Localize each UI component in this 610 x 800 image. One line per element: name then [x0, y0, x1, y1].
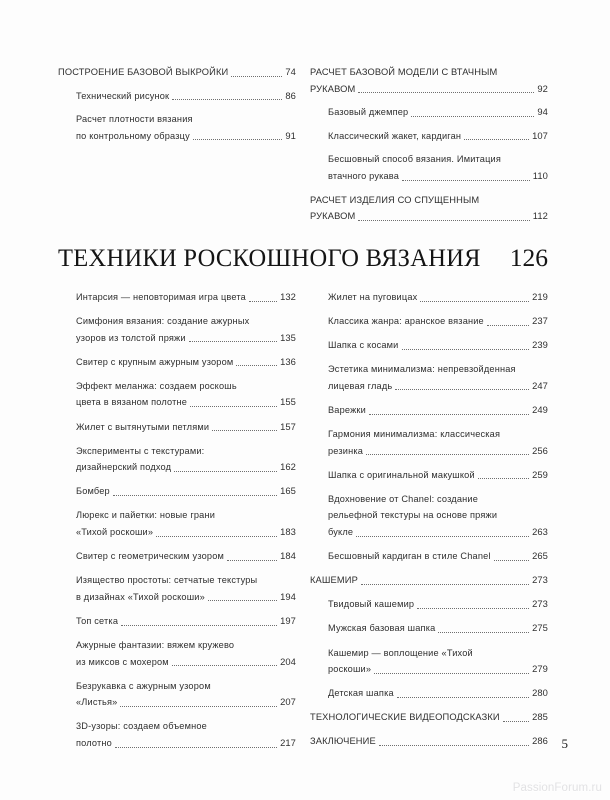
toc-entry-row — [76, 483, 296, 500]
toc-dot-leader — [487, 325, 529, 326]
toc-entry-label: Свитер с крупным ажурным узором — [76, 356, 234, 367]
toc-entry[interactable] — [76, 507, 296, 540]
toc-entry-page-number: 249 — [532, 403, 548, 415]
toc-entry-label: РУКАВОМ — [310, 83, 356, 94]
toc-entry[interactable] — [310, 64, 548, 97]
toc-entry[interactable] — [76, 111, 296, 144]
toc-entry-row — [328, 168, 548, 185]
toc-entry[interactable] — [328, 620, 548, 637]
toc-entry[interactable] — [328, 402, 548, 419]
toc-entry-row — [76, 589, 296, 606]
toc-entry-label: лицевая гладь — [328, 380, 393, 391]
toc-entry-row — [310, 572, 548, 589]
toc-entry-label: Свитер с геометрическим узором — [76, 551, 224, 562]
toc-dot-leader — [358, 220, 529, 221]
toc-dot-leader — [494, 560, 529, 561]
toc-entry-page-number: 165 — [280, 485, 296, 497]
toc-entry[interactable] — [310, 572, 548, 589]
toc-dot-leader — [358, 92, 534, 93]
toc-dot-leader — [438, 632, 529, 633]
toc-entry-row — [76, 88, 296, 105]
toc-entry-row — [76, 548, 296, 565]
toc-entry-row — [328, 661, 548, 678]
toc-entry-label: букле — [328, 527, 354, 538]
toc-entry-label: резинка — [328, 445, 364, 456]
toc-entry-page-number: 110 — [532, 169, 548, 181]
toc-entry-label: Технический рисунок — [76, 90, 170, 101]
toc-entry-page-number: 273 — [532, 598, 548, 610]
toc-entry-page-number: 280 — [532, 687, 548, 699]
toc-entry-page-number: 204 — [280, 655, 296, 667]
page-number: 5 — [561, 736, 568, 751]
toc-entry-page-number: 74 — [285, 66, 296, 77]
toc-entry[interactable] — [310, 192, 548, 225]
toc-entry-label: узоров из толстой пряжи — [76, 332, 186, 343]
toc-entry-label: Интарсия — неповторимая игра цвета — [76, 292, 246, 302]
toc-entry-row — [328, 524, 548, 541]
toc-dot-leader — [113, 495, 277, 496]
toc-entry-page-number: 183 — [280, 526, 296, 538]
toc-entry-line: Эксперименты с текстурами: — [76, 445, 205, 456]
toc-entry-label: «Листья» — [76, 697, 118, 708]
toc-dot-leader — [411, 116, 534, 117]
toc-entry-row — [76, 694, 296, 711]
toc-entry[interactable] — [76, 678, 296, 711]
toc-entry-row — [76, 330, 296, 347]
toc-entry-row — [76, 654, 296, 671]
toc-entry[interactable] — [328, 467, 548, 484]
toc-dot-leader — [227, 560, 277, 561]
toc-entry-line: Бесшовный способ вязания. Имитация — [328, 154, 502, 165]
toc-entry-line: Кашемир — воплощение «Тихой — [328, 647, 473, 658]
toc-main-block — [58, 289, 548, 759]
toc-entry-label: Классика жанра: аранское вязание — [328, 316, 484, 327]
toc-dot-leader — [236, 365, 277, 366]
toc-entry-row — [76, 419, 296, 436]
toc-entry-label: Базовый джемпер — [328, 107, 409, 118]
toc-entry-page-number: 94 — [537, 106, 548, 118]
toc-entry-row — [328, 402, 548, 419]
toc-entry-line: Люрекс и пайетки: новые грани — [76, 510, 216, 521]
toc-entry-line: Расчет плотности вязания — [76, 114, 193, 125]
toc-dot-leader — [402, 349, 530, 350]
toc-entry[interactable] — [76, 88, 296, 105]
toc-dot-leader — [156, 536, 277, 537]
toc-entry-line: Гармония минимализма: классическая — [328, 429, 501, 440]
toc-entry-row — [328, 337, 548, 354]
toc-entry-line: Вдохновение от Chanel: создание — [328, 493, 479, 504]
toc-entry-label: Жилет на пуговицах — [328, 292, 418, 302]
toc-entry[interactable] — [328, 596, 548, 613]
toc-entry-label: в дизайнах «Тихой роскоши» — [76, 591, 205, 602]
toc-entry[interactable] — [328, 313, 548, 330]
toc-dot-leader — [249, 301, 277, 302]
toc-entry[interactable] — [76, 313, 296, 346]
toc-dot-leader — [420, 301, 529, 302]
toc-entry-page-number: 217 — [280, 736, 296, 748]
toc-dot-leader — [402, 180, 530, 181]
toc-entry[interactable] — [76, 443, 296, 476]
toc-entry[interactable] — [76, 613, 296, 630]
toc-entry-row — [76, 524, 296, 541]
toc-entry-label: дизайнерский подход — [76, 462, 172, 473]
toc-entry-line: Эффект меланжа: создаем роскошь — [76, 380, 237, 391]
toc-entry-page-number: 197 — [280, 614, 296, 626]
toc-entry-label: Бесшовный кардиган в стиле Chanel — [328, 551, 491, 562]
toc-entry-page-number: 135 — [280, 331, 296, 343]
toc-entry-label: «Тихой роскоши» — [76, 527, 154, 538]
toc-dot-leader — [231, 76, 282, 77]
toc-entry-label: Варежки — [328, 404, 366, 415]
toc-entry-row — [328, 548, 548, 565]
toc-entry[interactable] — [328, 104, 548, 121]
toc-entry-page-number: 256 — [532, 444, 548, 456]
toc-entry-page-number: 91 — [285, 129, 296, 141]
toc-entry-line: РАСЧЕТ ИЗДЕЛИЯ СО СПУЩЕННЫМ — [310, 194, 480, 205]
toc-entry[interactable] — [76, 354, 296, 371]
toc-entry[interactable] — [310, 709, 548, 726]
toc-entry-line: рельефной текстуры на основе пряжи — [328, 510, 498, 521]
toc-entry-page-number: 112 — [532, 210, 548, 222]
toc-entry[interactable] — [76, 483, 296, 500]
toc-entry-page-number: 194 — [280, 590, 296, 602]
chapter-heading-title: ТЕХНИКИ РОСКОШНОГО ВЯЗАНИЯ — [58, 243, 481, 272]
toc-dot-leader — [395, 389, 529, 390]
toc-dot-leader — [174, 471, 277, 472]
toc-top-right-column — [310, 64, 548, 232]
toc-entry-line: Эстетика минимализма: непревзойденная — [328, 364, 516, 375]
toc-entry[interactable] — [76, 572, 296, 605]
toc-entry-page-number: 162 — [280, 461, 296, 473]
toc-entry-label: Бомбер — [76, 486, 110, 497]
toc-entry-label: ТЕХНОЛОГИЧЕСКИЕ ВИДЕОПОДСКАЗКИ — [310, 712, 500, 723]
toc-dot-leader — [121, 625, 277, 626]
toc-entry-row — [328, 620, 548, 637]
toc-entry-page-number: 132 — [280, 291, 296, 302]
toc-entry-page-number: 155 — [280, 396, 296, 408]
toc-entry[interactable] — [328, 426, 548, 459]
toc-dot-leader — [417, 608, 529, 609]
toc-dot-leader — [503, 721, 529, 722]
toc-entry-page-number: 265 — [532, 550, 548, 562]
toc-entry-row — [328, 128, 548, 145]
toc-entry-row — [328, 685, 548, 702]
toc-entry-row — [76, 459, 296, 476]
toc-entry-row — [328, 596, 548, 613]
toc-entry-line: Симфония вязания: создание ажурных — [76, 316, 250, 327]
toc-entry-row — [328, 467, 548, 484]
toc-entry-page-number: 286 — [532, 735, 548, 747]
toc-dot-leader — [172, 99, 282, 100]
toc-entry-label: Классический жакет, кардиган — [328, 130, 462, 141]
toc-dot-leader — [397, 697, 529, 698]
toc-entry-row — [76, 394, 296, 411]
toc-entry-label: цвета в вязаном полотне — [76, 397, 188, 408]
toc-entry-row — [310, 208, 548, 225]
toc-entry-page-number: 107 — [532, 129, 548, 141]
toc-dot-leader — [464, 139, 529, 140]
toc-entry-page-number: 86 — [285, 89, 296, 101]
toc-entry-page-number: 247 — [532, 379, 548, 391]
toc-entry-label: Шапка с косами — [328, 340, 399, 351]
toc-entry-row — [328, 443, 548, 460]
toc-dot-leader — [478, 478, 529, 479]
toc-entry-label: Детская шапка — [328, 688, 394, 699]
toc-entry[interactable] — [328, 645, 548, 678]
toc-entry-row — [76, 613, 296, 630]
toc-entry-page-number: 157 — [280, 420, 296, 432]
toc-entry-row — [76, 289, 296, 306]
toc-dot-leader — [172, 665, 277, 666]
toc-entry-page-number: 184 — [280, 550, 296, 562]
toc-entry-label: из миксов с мохером — [76, 656, 169, 667]
toc-entry[interactable] — [328, 128, 548, 145]
toc-dot-leader — [366, 454, 529, 455]
toc-dot-leader — [208, 600, 277, 601]
toc-entry-line: Безрукавка с ажурным узором — [76, 680, 211, 691]
toc-dot-leader — [369, 414, 529, 415]
toc-entry[interactable] — [58, 64, 296, 81]
toc-entry[interactable] — [76, 548, 296, 565]
toc-entry-label: Топ сетка — [76, 615, 119, 626]
toc-entry-page-number: 219 — [532, 291, 548, 302]
toc-dot-leader — [189, 341, 277, 342]
toc-entry-row — [310, 81, 548, 98]
toc-dot-leader — [190, 406, 277, 407]
toc-entry-page-number: 136 — [280, 355, 296, 367]
toc-entry-row — [328, 378, 548, 395]
toc-entry-label: полотно — [76, 737, 112, 748]
toc-entry-page-number: 275 — [532, 622, 548, 634]
toc-entry-page-number: 279 — [532, 663, 548, 675]
toc-entry[interactable] — [328, 548, 548, 565]
toc-entry-row — [310, 709, 548, 726]
toc-entry-label: ПОСТРОЕНИЕ БАЗОВОЙ ВЫКРОЙКИ — [58, 67, 229, 77]
toc-entry[interactable] — [76, 378, 296, 411]
toc-entry-label: КАШЕМИР — [310, 575, 358, 586]
chapter-heading[interactable] — [58, 243, 548, 273]
toc-entry-line: РАСЧЕТ БАЗОВОЙ МОДЕЛИ С ВТАЧНЫМ — [310, 67, 498, 77]
toc-dot-leader — [193, 139, 283, 140]
toc-entry-label: Твидовый кашемир — [328, 599, 415, 610]
toc-entry-row — [76, 128, 296, 145]
toc-entry-page-number: 285 — [532, 711, 548, 723]
toc-entry-label: втачного рукава — [328, 170, 400, 181]
toc-entry-label: Мужская базовая шапка — [328, 623, 436, 634]
toc-entry[interactable] — [328, 337, 548, 354]
toc-dot-leader — [356, 536, 529, 537]
toc-entry-label: ЗАКЛЮЧЕНИЕ — [310, 736, 376, 747]
toc-entry-page-number: 207 — [280, 696, 296, 708]
toc-dot-leader — [120, 706, 277, 707]
toc-entry-label: по контрольному образцу — [76, 130, 190, 141]
toc-entry-row — [76, 354, 296, 371]
toc-entry[interactable] — [76, 419, 296, 436]
chapter-heading-page: 126 — [509, 243, 548, 272]
toc-entry-line: Ажурные фантазии: вяжем кружево — [76, 640, 235, 650]
toc-entry[interactable] — [76, 637, 296, 670]
toc-entry[interactable] — [328, 491, 548, 541]
toc-entry-label: Шапка с оригинальной макушкой — [328, 469, 475, 480]
toc-entry-row — [328, 104, 548, 121]
toc-entry-page-number: 92 — [537, 82, 548, 94]
toc-entry-line: Изящество простоты: сетчатые текстуры — [76, 575, 258, 586]
toc-main-left-column — [58, 289, 296, 759]
toc-entry-page-number: 239 — [532, 339, 548, 351]
watermark: PassionForum.ru — [512, 782, 602, 794]
toc-entry[interactable] — [76, 289, 296, 306]
toc-entry-label: роскоши» — [328, 664, 372, 675]
toc-entry-label: РУКАВОМ — [310, 211, 356, 222]
toc-entry-page-number: 259 — [532, 468, 548, 480]
toc-dot-leader — [212, 430, 277, 431]
toc-entry[interactable] — [328, 361, 548, 394]
toc-entry-row — [328, 313, 548, 330]
toc-entry-page-number: 237 — [532, 315, 548, 327]
toc-entry[interactable] — [328, 289, 548, 306]
toc-dot-leader — [374, 673, 529, 674]
toc-entry[interactable] — [328, 685, 548, 702]
toc-entry-page-number: 273 — [532, 574, 548, 586]
toc-top-left-column — [58, 64, 296, 232]
toc-entry-row — [328, 289, 548, 306]
toc-main-right-column — [310, 289, 548, 759]
toc-top-block — [58, 64, 548, 232]
toc-entry-label: Жилет с вытянутыми петлями — [76, 421, 210, 432]
toc-entry-page-number: 263 — [532, 526, 548, 538]
toc-dot-leader — [361, 584, 529, 585]
toc-entry[interactable] — [328, 151, 548, 184]
toc-entry-line: 3D-узоры: создаем объемное — [76, 721, 207, 732]
toc-entry-row — [58, 64, 296, 81]
